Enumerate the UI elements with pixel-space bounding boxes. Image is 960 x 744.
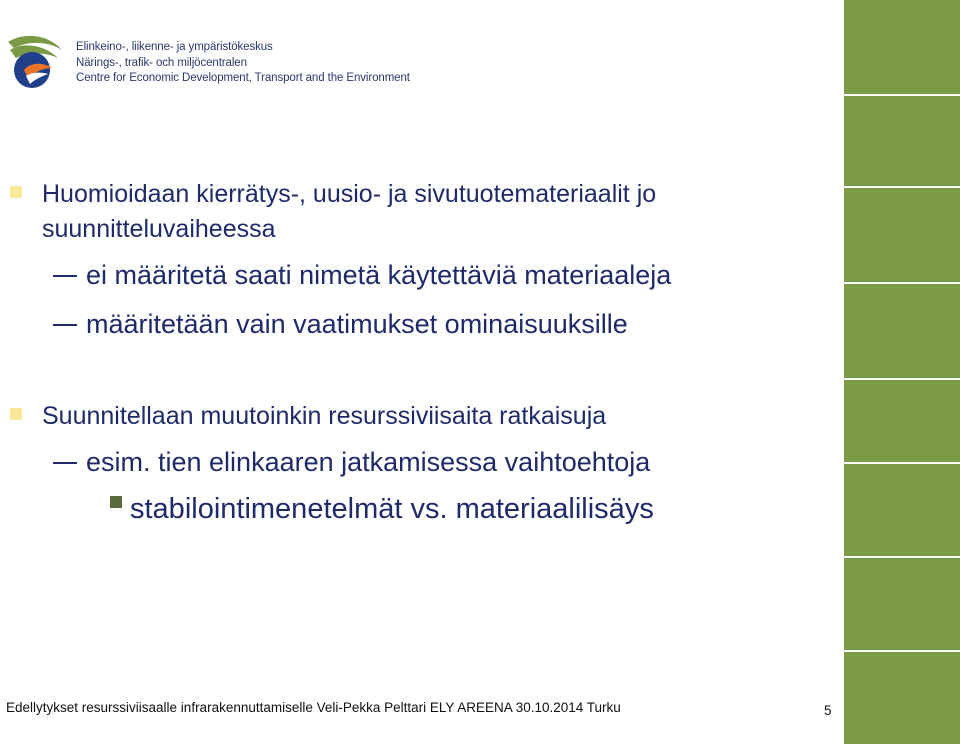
page-number: 5 [824, 703, 832, 718]
square-bullet-icon [110, 496, 122, 508]
sub-sub-bullet-2-1-text: stabilointimenetelmät vs. materiaalilisäys [130, 493, 654, 525]
dash-bullet-icon [53, 324, 77, 326]
bullet-1-continuation [42, 212, 276, 246]
dash-bullet-icon [53, 462, 77, 464]
side-bar-divider [844, 556, 960, 558]
side-bar-divider [844, 282, 960, 284]
bullet-1 [42, 177, 656, 211]
bullet-1-line-1: Huomioidaan kierrätys-, uusio- ja sivutuotemateriaalit jo [42, 180, 657, 208]
org-line-fi: Elinkeino-, liikenne- ja ympäristökeskus [76, 41, 273, 53]
side-bar-divider [844, 462, 960, 464]
org-line-en: Centre for Economic Development, Transport and the Environment [76, 72, 410, 84]
square-bullet-icon [10, 408, 22, 420]
sub-bullet-1-1 [86, 257, 671, 293]
sub-bullet-1-2 [86, 306, 628, 342]
sub-bullet-2-1 [86, 444, 650, 480]
side-bar-divider [844, 94, 960, 96]
side-bar-divider [844, 186, 960, 188]
bullet-1-line-2: suunnitteluvaiheessa [42, 215, 276, 243]
side-bar-divider [844, 378, 960, 380]
side-bar-divider [844, 650, 960, 652]
bullet-2 [42, 399, 606, 433]
dash-bullet-icon [53, 275, 77, 277]
bullet-2-line-1: Suunnitellaan muutoinkin resurssiviisaita ratkaisuja [42, 402, 607, 430]
sub-bullet-1-1-text: ei määritetä saati nimetä käytettäviä materiaaleja [86, 260, 672, 290]
sub-bullet-1-2-text: määritetään vain vaatimukset ominaisuuksille [86, 309, 628, 339]
org-line-sv: Närings-, trafik- och miljöcentralen [76, 56, 247, 69]
footer-text: Edellytykset resurssiviisaalle infrarakennuttamiselle Veli-Pekka Pelttari ELY AREENA 30.10.2014 Turku [6, 700, 621, 715]
square-bullet-icon [10, 186, 22, 198]
sub-sub-bullet-2-1 [130, 490, 654, 528]
side-decoration-bar [844, 0, 960, 744]
sub-bullet-2-1-text: esim. tien elinkaaren jatkamisessa vaihtoehtoja [86, 447, 651, 477]
